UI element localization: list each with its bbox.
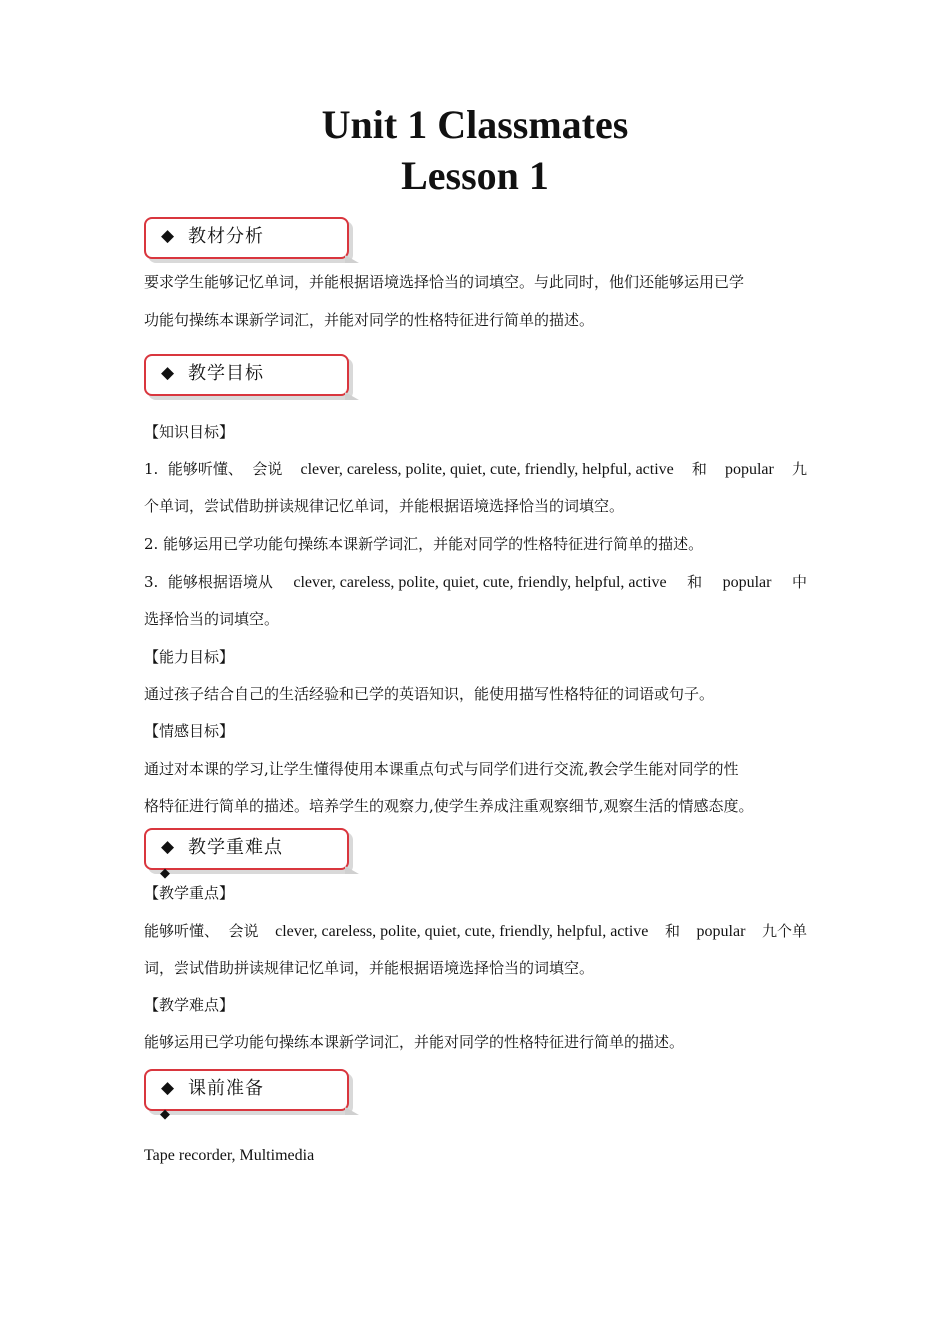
item-text: 九个单 bbox=[761, 922, 807, 940]
knowledge-item-3-continued: 选择恰当的词填空。 bbox=[144, 610, 280, 628]
key-point-label: 【教学重点】 bbox=[144, 884, 235, 902]
section-heading-label: 教学目标 bbox=[188, 363, 264, 384]
section-heading-analysis bbox=[144, 217, 349, 259]
section-heading-goals bbox=[144, 354, 349, 396]
vocabulary-list: clever, careless, polite, quiet, cute, friendly, helpful, active bbox=[275, 923, 649, 940]
item-text: 和 bbox=[664, 922, 680, 940]
vocabulary-list: clever, careless, polite, quiet, cute, friendly, helpful, active bbox=[300, 461, 674, 478]
vocabulary-word: popular bbox=[724, 461, 774, 478]
diamond-bullet-icon: ◆ bbox=[160, 866, 170, 881]
diamond-bullet-icon: ◆ bbox=[161, 363, 175, 383]
document-title: Unit 1 Classmates bbox=[321, 102, 629, 147]
knowledge-item-3 bbox=[144, 575, 807, 591]
prep-materials-text: Tape recorder, Multimedia bbox=[144, 1147, 315, 1164]
difficult-point-text: 能够运用已学功能句操练本课新学词汇，并能对同学的性格特征进行简单的描述。 bbox=[144, 1033, 685, 1051]
section-heading-label: 教学重难点 bbox=[188, 837, 283, 858]
emotion-goal-line-1: 通过对本课的学习,让学生懂得使用本课重点句式与同学们进行交流,教会学生能对同学的性 bbox=[144, 760, 739, 778]
difficult-point-label: 【教学难点】 bbox=[144, 996, 235, 1014]
emotion-goal-line-2: 格特征进行简单的描述。培养学生的观察力,使学生养成注重观察细节,观察生活的情感态度。 bbox=[144, 797, 754, 815]
item-text: 九 bbox=[791, 460, 807, 478]
knowledge-item-1 bbox=[144, 462, 807, 478]
item-text: 中 bbox=[791, 573, 807, 591]
key-point-line-1 bbox=[144, 924, 807, 940]
knowledge-item-1-continued: 个单词，尝试借助拼读规律记忆单词，并能根据语境选择恰当的词填空。 bbox=[144, 497, 625, 515]
key-point-line-2: 词，尝试借助拼读规律记忆单词，并能根据语境选择恰当的词填空。 bbox=[144, 959, 595, 977]
section-heading-label: 课前准备 bbox=[188, 1078, 264, 1099]
vocabulary-word: popular bbox=[722, 574, 772, 591]
emotion-goal-label: 【情感目标】 bbox=[144, 722, 235, 740]
ability-goal-label: 【能力目标】 bbox=[144, 648, 235, 666]
vocabulary-list: clever, careless, polite, quiet, cute, friendly, helpful, active bbox=[293, 574, 667, 591]
diamond-bullet-icon: ◆ bbox=[161, 837, 175, 857]
vocabulary-word: popular bbox=[696, 923, 746, 940]
item-text: 能够听懂、 会说 bbox=[144, 922, 259, 940]
section-heading-label: 教材分析 bbox=[188, 226, 264, 247]
box-shadow-tail bbox=[345, 1107, 359, 1115]
document-subtitle: Lesson 1 bbox=[401, 153, 549, 198]
item-text: 3. 能够根据语境从 bbox=[144, 573, 273, 591]
knowledge-goal-label: 【知识目标】 bbox=[144, 423, 235, 441]
box-shadow-tail bbox=[345, 866, 359, 874]
section-heading-keypoints bbox=[144, 828, 349, 870]
box-shadow-tail bbox=[345, 392, 359, 400]
box-shadow-tail bbox=[345, 255, 359, 263]
analysis-line-1: 要求学生能够记忆单词，并能根据语境选择恰当的词填空。与此同时，他们还能够运用已学 bbox=[144, 273, 745, 291]
item-text: 和 bbox=[691, 460, 707, 478]
ability-goal-text: 通过孩子结合自己的生活经验和已学的英语知识，能使用描写性格特征的词语或句子。 bbox=[144, 685, 715, 703]
diamond-bullet-icon: ◆ bbox=[161, 226, 175, 246]
diamond-bullet-icon: ◆ bbox=[160, 1107, 170, 1122]
item-text: 和 bbox=[687, 573, 703, 591]
diamond-bullet-icon: ◆ bbox=[161, 1078, 175, 1098]
knowledge-item-2: 2. 能够运用已学功能句操练本课新学词汇，并能对同学的性格特征进行简单的描述。 bbox=[144, 535, 704, 553]
section-heading-prep bbox=[144, 1069, 349, 1111]
analysis-line-2: 功能句操练本课新学词汇，并能对同学的性格特征进行简单的描述。 bbox=[144, 311, 595, 329]
item-text: 1. 能够听懂、 会说 bbox=[144, 460, 283, 478]
